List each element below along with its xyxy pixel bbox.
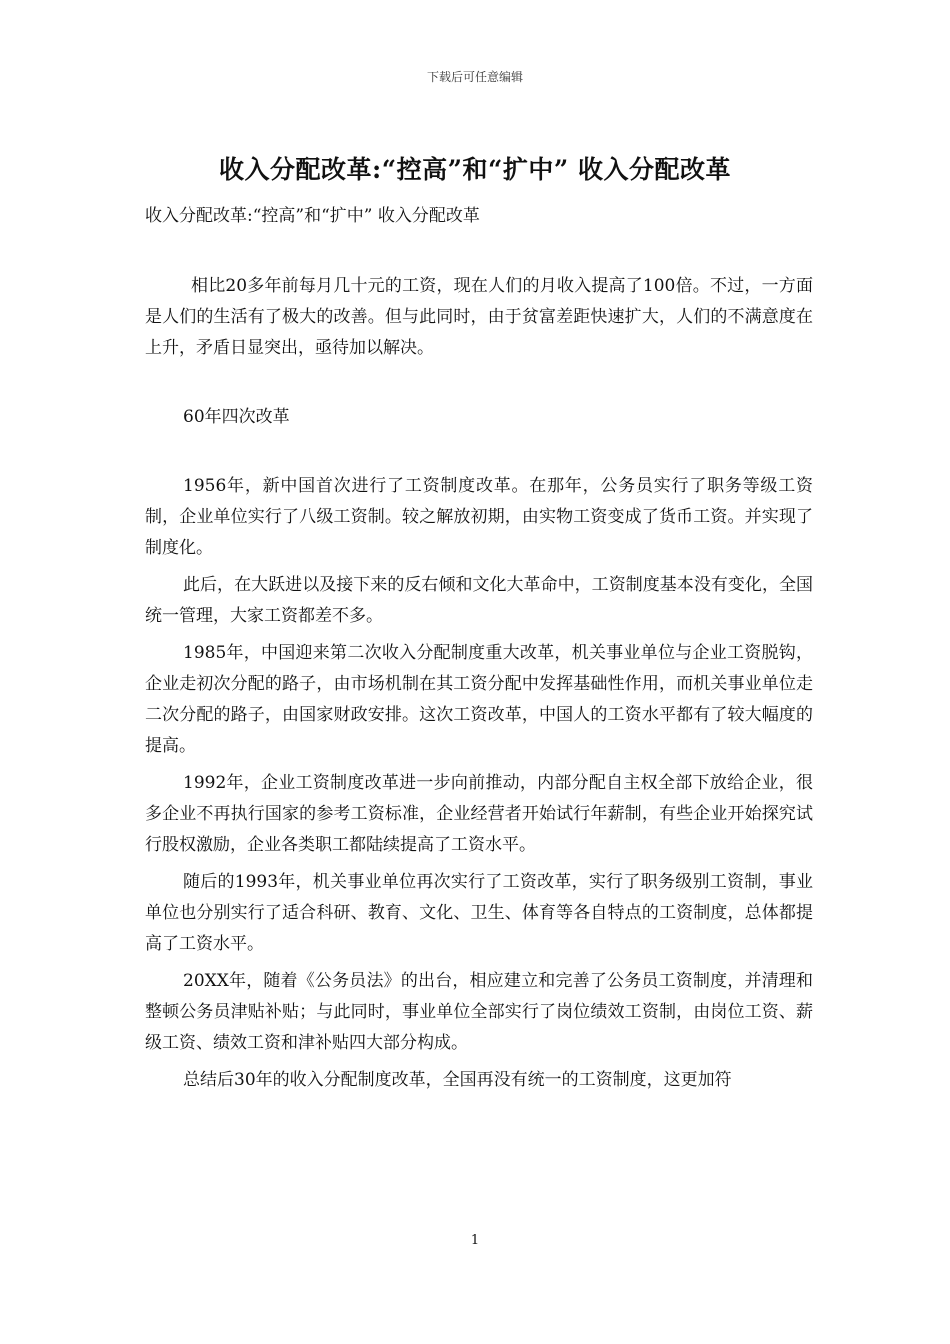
- paragraph-1992: 1992年，企业工资制度改革进一步向前推动，内部分配自主权全部下放给企业，很多企业不再执行国家的参考工资标准，企业经营者开始试行年薪制，有些企业开始探究试行股权激励，企业各类职工都陆续提高了工资水平。: [145, 773, 813, 855]
- paragraph-20xx: 20XX年，随着《公务员法》的出台，相应建立和完善了公务员工资制度，并清理和整顿公务员津贴补贴；与此同时，事业单位全部实行了岗位绩效工资制，由岗位工资、薪级工资、绩效工资和津补贴四大部分构成。: [145, 971, 813, 1053]
- paragraph-summary: 总结后30年的收入分配制度改革，全国再没有统一的工资制度，这更加符: [183, 1070, 732, 1090]
- paragraph-1956: 1956年，新中国首次进行了工资制度改革。在那年，公务员实行了职务等级工资制，企业单位实行了八级工资制。较之解放初期，由实物工资变成了货币工资。并实现了制度化。: [145, 476, 813, 558]
- document-title: 收入分配改革:“控高”和“扩中” 收入分配改革: [219, 155, 731, 184]
- section-heading: 60年四次改革: [183, 407, 290, 427]
- paragraph-1985: 1985年，中国迎来第二次收入分配制度重大改革，机关事业单位与企业工资脱钩，企业走初次分配的路子，由市场机制在其工资分配中发挥基础性作用，而机关事业单位走二次分配的路子，由国家财政安排。这次工资改革，中国人的工资水平都有了较大幅度的提高。: [145, 643, 813, 756]
- page-number: 1: [470, 1233, 480, 1248]
- paragraph-1993: 随后的1993年，机关事业单位再次实行了工资改革，实行了职务级别工资制，事业单位也分别实行了适合科研、教育、文化、卫生、体育等各自特点的工资制度，总体都提高了工资水平。: [145, 872, 813, 954]
- paragraph-aftermath: 此后，在大跃进以及接下来的反右倾和文化大革命中，工资制度基本没有变化，全国统一管理，大家工资都差不多。: [145, 575, 813, 626]
- document-body: [145, 271, 813, 1102]
- paragraph-intro: 相比20多年前每月几十元的工资，现在人们的月收入提高了100倍。不过，一方面是人们的生活有了极大的改善。但与此同时，由于贫富差距快速扩大，人们的不满意度在上升，矛盾日显突出，亟待加以解决。: [145, 276, 813, 358]
- page-header-note: 下载后可任意编辑: [426, 70, 523, 84]
- document-subtitle: 收入分配改革:“控高”和“扩中” 收入分配改革: [145, 206, 480, 226]
